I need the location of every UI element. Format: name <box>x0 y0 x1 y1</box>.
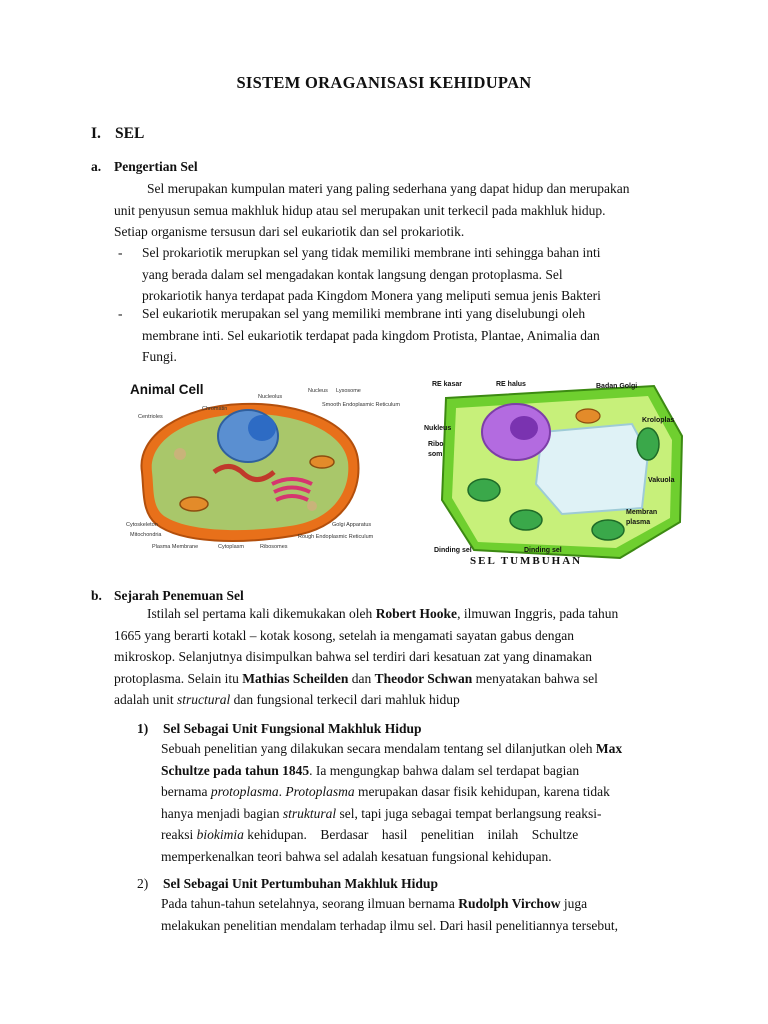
vesicle-shape <box>307 501 317 511</box>
label-dinding-sel-1: Dinding sel <box>434 547 472 554</box>
text-run: hanya menjadi bagian <box>161 805 283 821</box>
text-run: Sebuah penelitian yang dilakukan secara mendalam tentang sel dilanjutkan oleh <box>161 741 596 756</box>
name-max: Max <box>595 741 623 756</box>
text-line <box>161 738 677 760</box>
text-line <box>114 603 676 625</box>
sub-heading-number: 1) <box>137 721 149 736</box>
paragraph-pengertian <box>114 178 676 243</box>
bullet-text <box>142 242 678 307</box>
name-robert-hooke: Robert Hooke <box>375 606 458 621</box>
text-line: yang berada dalam sel mengadakan kontak langsung dengan protoplasma. Sel <box>142 266 563 282</box>
label-nucleolus: Nucleolus <box>258 394 283 400</box>
label-membran-line1: Membran <box>626 509 658 516</box>
term-protoplasma: Protoplasma <box>285 784 355 799</box>
text-run: sel, tapi juga sebagai tempat berlangsung reaksi- <box>336 805 602 821</box>
text-line: memperkenalkan teori bahwa sel adalah kesatuan fungsional kehidupan. <box>161 848 552 864</box>
mitochondria-shape <box>180 497 208 511</box>
text-run: dan <box>348 670 375 686</box>
term-struktural: struktural <box>282 805 337 821</box>
text-line: Fungi. <box>142 349 177 364</box>
bullet-dash: - <box>118 306 123 321</box>
bullet-item-eukariotik <box>118 303 678 368</box>
label-mitochondria: Mitochondria <box>130 532 162 538</box>
sub-heading-1 <box>137 721 421 737</box>
label-kroloplas: Kroloplas <box>642 417 675 424</box>
subsection-title: Sejarah Penemuan Sel <box>114 588 244 603</box>
section-number: I. <box>91 125 101 142</box>
subsection-heading-pengertian <box>91 159 198 175</box>
text-run: dan fungsional terkecil dari mahluk hidup <box>230 692 460 707</box>
text-run: Pada tahun-tahun setelahnya, seorang ilmuan bernama <box>161 896 459 911</box>
subsection-letter: b. <box>91 588 102 603</box>
text-line: 1665 yang berarti kotakl – kotak kosong, setelah ia mengamati sayatan gabus dengan <box>114 627 574 643</box>
paragraph-sub1 <box>161 738 677 867</box>
label-ribosom-line1: Ribo <box>428 441 444 448</box>
text-line <box>114 668 676 690</box>
text-line <box>161 824 677 846</box>
term-biokimia: biokimia <box>196 827 244 842</box>
term-protoplasma: protoplasma <box>210 784 279 799</box>
text-run: , ilmuwan Inggris, pada tahun <box>457 606 619 621</box>
label-cytoplasm: Cytoplasm <box>218 544 244 550</box>
chloroplast-shape <box>510 510 542 530</box>
text-run: Sel merupakan kumpulan materi yang paling sederhana yang dapat hidup dan merupakan <box>147 181 630 196</box>
subsection-heading-sejarah <box>91 588 244 604</box>
text-run: menyatakan bahwa sel <box>472 670 598 686</box>
text-run: juga <box>560 896 588 911</box>
text-line: membrane inti. Sel eukariotik terdapat pada kingdom Protista, Plantae, Animalia dan <box>142 327 600 343</box>
text-line <box>161 893 677 915</box>
label-dinding-sel-2: Dinding sel <box>524 547 562 554</box>
text-line <box>114 689 676 711</box>
text-run: . Ia mengungkap bahwa dalam sel terdapat bagian <box>309 762 580 778</box>
text-run: Istilah sel pertama kali dikemukakan oleh <box>147 606 376 621</box>
bullet-dash: - <box>118 245 123 260</box>
label-ribosomes: Ribosomes <box>260 544 288 550</box>
nucleolus-shape <box>248 415 276 441</box>
label-membran-line2: plasma <box>626 519 651 526</box>
text-run: reaksi <box>161 827 197 842</box>
text-line: Sel prokariotik merupkan sel yang tidak memiliki membrane inti sehingga bahan inti <box>142 245 601 260</box>
label-plasma-membrane: Plasma Membrane <box>152 544 199 550</box>
text-run: bernama <box>161 784 211 799</box>
label-centrioles: Centrioles <box>138 414 163 420</box>
sub-heading-title: Sel Sebagai Unit Pertumbuhan Makhluk Hidup <box>163 876 438 891</box>
chloroplast-shape <box>637 428 659 460</box>
text-line: mikroskop. Selanjutnya disimpulkan bahwa sel terdiri dari kesatuan zat yang dinamakan <box>114 649 592 664</box>
bullet-text <box>142 303 678 368</box>
text-line <box>114 178 676 200</box>
lysosome-shape <box>174 448 186 460</box>
chloroplast-shape <box>592 520 624 540</box>
chloroplast-shape <box>468 479 500 501</box>
mitochondria-shape <box>310 456 334 468</box>
section-heading-sel <box>91 125 144 143</box>
label-badan-golgi: Badan Golgi <box>596 383 638 390</box>
bullet-item-prokariotik <box>118 242 678 307</box>
text-run: merupakan dasar fisik kehidupan, karena tidak <box>354 784 610 799</box>
label-cytoskeleton: Cytoskeleton <box>126 522 158 528</box>
subsection-letter: a. <box>91 159 102 174</box>
name-rudolph-virchow: Rudolph Virchow <box>458 896 561 911</box>
label-smooth-er: Smooth Endoplasmic Reticulum <box>322 402 400 408</box>
text-line: unit penyusun semua makhluk hidup atau sel merupakan unit terkecil pada makhluk hidup. <box>114 202 606 218</box>
text-line: Sel eukariotik merupakan sel yang memiliki membrane inti yang diselubungi oleh <box>142 306 586 321</box>
text-line: prokariotik hanya terdapat pada Kingdom Monera yang meliputi semua jenis Bakteri <box>142 288 601 303</box>
text-line: Setiap organisme tersusun dari sel eukariotik dan sel prokariotik. <box>114 224 465 239</box>
text-line <box>161 803 677 825</box>
document-title: SISTEM ORAGANISASI KEHIDUPAN <box>236 73 532 92</box>
label-ribosom-line2: som <box>428 451 443 458</box>
paragraph-sub2 <box>161 893 677 936</box>
text-line <box>161 781 677 803</box>
name-theodor-schwan: Theodor Schwan <box>374 670 473 686</box>
sub-heading-number: 2) <box>137 876 149 891</box>
label-nucleus: Nucleus <box>308 388 328 394</box>
text-run: . <box>278 784 286 799</box>
subsection-title: Pengertian Sel <box>114 159 198 174</box>
text-run: adalah unit <box>114 692 177 707</box>
label-rough-er: Rough Endoplasmic Reticulum <box>298 534 374 540</box>
text-line: melakukan penelitian mendalam terhadap ilmu sel. Dari hasil penelitiannya tersebut, <box>161 917 618 933</box>
plant-cell-caption: SEL TUMBUHAN <box>470 555 583 567</box>
label-chromatin: Chromatin <box>202 406 228 412</box>
name-mathias-scheilden: Mathias Scheilden <box>242 670 349 686</box>
label-re-halus: RE halus <box>496 381 526 388</box>
plant-cell-figure <box>412 372 696 568</box>
animal-cell-figure <box>122 376 400 556</box>
label-re-kasar: RE kasar <box>432 381 462 388</box>
sub-heading-title: Sel Sebagai Unit Fungsional Makhluk Hidup <box>163 721 422 736</box>
paragraph-sejarah <box>114 603 676 711</box>
mitochondria-shape <box>576 409 600 423</box>
nucleolus-shape <box>510 416 538 440</box>
label-nukleus: Nukleus <box>424 425 452 432</box>
section-label: SEL <box>115 125 145 142</box>
name-schultze-1845: Schultze pada tahun 1845 <box>161 762 310 778</box>
label-vakuola: Vakuola <box>648 477 675 484</box>
term-structural: structural <box>176 692 231 707</box>
text-run: protoplasma. Selain itu <box>114 670 243 686</box>
text-run: kehidupan. Berdasar hasil penelitian inilah Schultze <box>243 827 579 842</box>
label-lysosome: Lysosome <box>336 388 361 394</box>
sub-heading-2 <box>137 876 438 892</box>
label-golgi: Golgi Apparatus <box>332 522 372 528</box>
text-line <box>161 760 677 782</box>
animal-cell-title: Animal Cell <box>130 382 204 397</box>
vacuole-shape <box>536 424 648 514</box>
